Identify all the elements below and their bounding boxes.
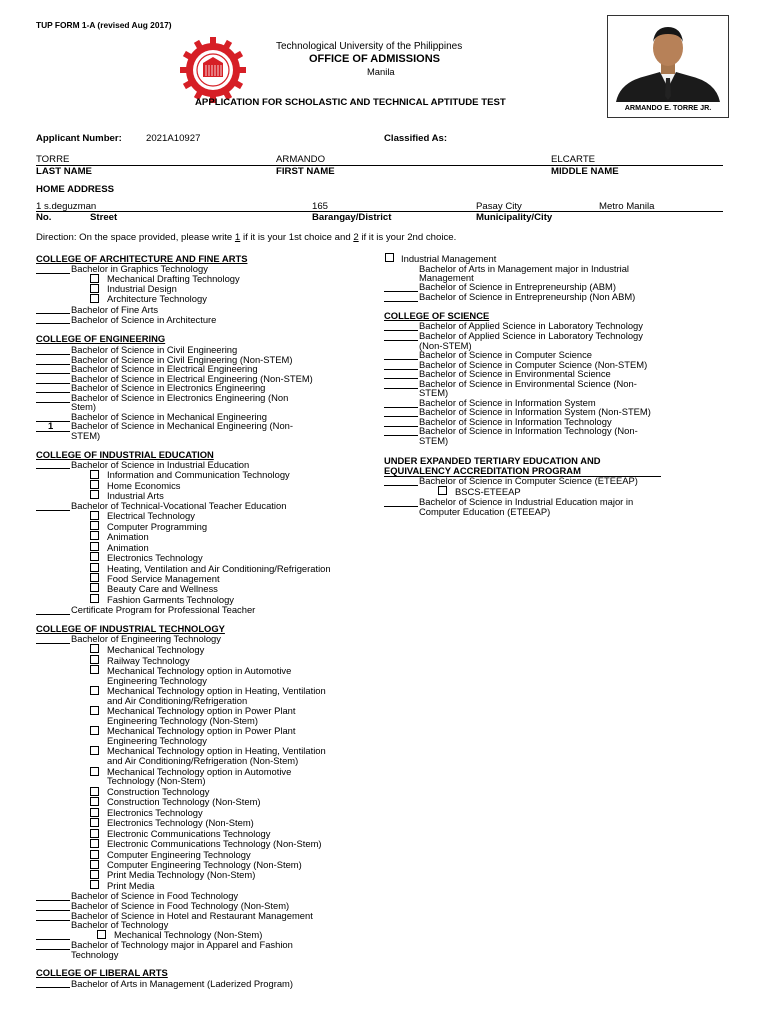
program-item-continued: Technology [71, 949, 119, 960]
program-item: Industrial Arts [107, 490, 164, 501]
applicant-photo [607, 15, 729, 118]
program-item-continued: Engineering Technology [107, 675, 207, 686]
program-checkbox[interactable] [90, 787, 99, 796]
program-item: Industrial Design [107, 283, 177, 294]
program-checkbox[interactable] [90, 644, 99, 653]
program-checkbox[interactable] [90, 594, 99, 603]
choice-blank[interactable] [36, 939, 70, 940]
address-no-label: No. [36, 212, 52, 223]
program-checkbox[interactable] [90, 665, 99, 674]
program-checkbox[interactable] [90, 542, 99, 551]
choice-blank[interactable] [384, 485, 418, 486]
program-item: Bachelor of Science in Industrial Education major in [419, 496, 634, 507]
program-item: Bachelor of Science in Architecture [71, 314, 217, 325]
program-checkbox[interactable] [90, 839, 99, 848]
program-checkbox[interactable] [90, 294, 99, 303]
choice-blank[interactable] [384, 359, 418, 360]
first-name-value: ARMANDO [276, 154, 326, 165]
choice-blank[interactable] [36, 354, 70, 355]
program-item: Print Media Technology (Non-Stem) [107, 869, 256, 880]
choice-blank[interactable] [36, 273, 70, 274]
program-item-continued: STEM) [71, 430, 101, 441]
applicant-number-label: Applicant Number: [36, 133, 122, 144]
program-item: Mechanical Drafting Technology [107, 273, 240, 284]
choice-blank[interactable] [36, 323, 70, 324]
program-checkbox[interactable] [90, 274, 99, 283]
program-item: Electronics Technology (Non-Stem) [107, 817, 254, 828]
home-address-heading: HOME ADDRESS [36, 184, 115, 195]
program-item: Mechanical Technology (Non-Stem) [114, 929, 263, 940]
choice-blank[interactable] [36, 920, 70, 921]
program-checkbox[interactable] [90, 470, 99, 479]
program-item: Bachelor of Science in Computer Science [419, 349, 593, 360]
program-item: Industrial Management [401, 253, 497, 264]
direction-one: 1 [234, 232, 241, 243]
program-item: Construction Technology [107, 786, 210, 797]
program-item: Bachelor of Science in Information Technology [419, 416, 612, 427]
choice-blank[interactable] [384, 435, 418, 436]
program-item: Home Economics [107, 480, 181, 491]
program-item: Computer Programming [107, 521, 208, 532]
program-item: Computer Engineering Technology [107, 849, 251, 860]
program-item: Bachelor of Science in Entrepreneurship (Non ABM) [419, 291, 636, 302]
choice-value: 1 [48, 420, 54, 431]
program-item: Animation [107, 542, 149, 553]
coe-heading: COLLEGE OF ENGINEERING [36, 333, 166, 344]
program-checkbox[interactable] [385, 253, 394, 262]
program-item: Bachelor of Science in Information Technology (Non- [419, 425, 638, 436]
program-item: Computer Engineering Technology (Non-Stem) [107, 859, 302, 870]
program-item: Animation [107, 531, 149, 542]
program-checkbox[interactable] [90, 797, 99, 806]
form-title: APPLICATION FOR SCHOLASTIC AND TECHNICAL APTITUDE TEST [195, 97, 506, 108]
choice-blank[interactable] [36, 910, 70, 911]
program-item: Fashion Garments Technology [107, 594, 234, 605]
choice-blank[interactable] [384, 388, 418, 389]
program-item: BSCS-ETEEAP [455, 486, 521, 497]
direction-text [36, 233, 456, 243]
program-item: Bachelor of Technology [71, 919, 169, 930]
address-street-label: Street [90, 212, 118, 223]
program-checkbox[interactable] [90, 655, 99, 664]
program-item: Mechanical Technology option in Automotive [107, 766, 292, 777]
program-checkbox[interactable] [90, 490, 99, 499]
program-item: Bachelor of Science in Electronics Engineering (Non [71, 392, 289, 403]
program-item: Bachelor of Arts in Management major in Industrial [419, 263, 629, 274]
program-item-continued: Technology (Non-Stem) [107, 775, 206, 786]
program-item-continued: Computer Education (ETEEAP) [419, 506, 551, 517]
program-item: Bachelor of Science in Hotel and Restaurant Management [71, 910, 313, 921]
address-barangay-value: 165 [312, 201, 329, 212]
program-item: Bachelor of Applied Science in Laboratory Technology [419, 320, 643, 331]
program-checkbox[interactable] [90, 746, 99, 755]
program-item: Bachelor of Science in Environmental Science [419, 368, 611, 379]
office-title: OFFICE OF ADMISSIONS [309, 53, 440, 65]
eteeap-heading-line2: EQUIVALENCY ACCREDITATION PROGRAM [384, 465, 581, 476]
program-item: Architecture Technology [107, 293, 207, 304]
program-item: Bachelor of Fine Arts [71, 304, 159, 315]
program-item: Bachelor of Science in Civil Engineering (Non-STEM) [71, 354, 293, 365]
choice-blank[interactable] [36, 510, 70, 511]
program-item: Bachelor of Arts in Management (Laderized Program) [71, 978, 293, 989]
last-name-value: TORRE [36, 154, 70, 165]
choice-blank[interactable] [36, 987, 70, 988]
program-item: Electrical Technology [107, 510, 195, 521]
address-no-value: 1 s.deguzman [36, 201, 97, 212]
program-item: Bachelor of Science in Computer Science (Non-STEM) [419, 359, 648, 370]
program-checkbox[interactable] [90, 686, 99, 695]
program-item: Information and Communication Technology [107, 469, 290, 480]
direction-post: if it is your 2nd choice. [361, 232, 457, 243]
last-name-label: LAST NAME [36, 166, 92, 177]
university-seal-logo [180, 37, 246, 103]
address-province-value: Metro Manila [599, 201, 655, 212]
program-item: Bachelor of Science in Electrical Engineering [71, 363, 258, 374]
program-checkbox[interactable] [90, 818, 99, 827]
program-item: Bachelor of Science in Food Technology [71, 890, 239, 901]
form-code: TUP FORM 1-A (revised Aug 2017) [36, 20, 172, 30]
program-item: Electronic Communications Technology [107, 828, 271, 839]
choice-blank[interactable] [36, 392, 70, 393]
program-item: Electronics Technology [107, 807, 203, 818]
program-checkbox[interactable] [90, 706, 99, 715]
choice-blank[interactable] [36, 900, 70, 901]
program-item: Bachelor of Science in Information System [419, 397, 596, 408]
program-checkbox[interactable] [90, 808, 99, 817]
program-checkbox[interactable] [90, 860, 99, 869]
program-item: Beauty Care and Wellness [107, 583, 218, 594]
program-item: Bachelor of Science in Entrepreneurship (ABM) [419, 281, 616, 292]
choice-blank[interactable] [36, 383, 70, 384]
program-item: Bachelor of Applied Science in Laboratory Technology [419, 330, 643, 341]
choice-blank[interactable] [36, 431, 70, 432]
choice-blank[interactable] [36, 949, 70, 950]
program-item: Mechanical Technology option in Heating, Ventilation [107, 685, 326, 696]
city-label: Manila [367, 66, 395, 77]
choice-blank[interactable] [384, 506, 418, 507]
program-item: Electronics Technology [107, 552, 203, 563]
middle-name-value: ELCARTE [551, 154, 596, 165]
program-checkbox[interactable] [90, 480, 99, 489]
choice-blank[interactable] [36, 364, 70, 365]
program-checkbox[interactable] [90, 726, 99, 735]
cla-heading: COLLEGE OF LIBERAL ARTS [36, 967, 168, 978]
program-checkbox[interactable] [90, 531, 99, 540]
applicant-number: 2021A10927 [146, 133, 201, 144]
program-item-continued: Management [419, 272, 474, 283]
program-item: Mechanical Technology option in Heating, Ventilation [107, 745, 326, 756]
program-checkbox[interactable] [97, 930, 106, 939]
eteeap-heading-line1: UNDER EXPANDED TERTIARY EDUCATION AND [384, 455, 601, 466]
program-item: Mechanical Technology option in Power Plant [107, 705, 296, 716]
cit-heading: COLLEGE OF INDUSTRIAL TECHNOLOGY [36, 623, 225, 634]
program-item: Bachelor of Science in Environmental Science (Non- [419, 378, 637, 389]
direction-pre: Direction: On the space provided, please write [36, 232, 233, 243]
program-checkbox[interactable] [90, 767, 99, 776]
program-item: Certificate Program for Professional Teacher [71, 604, 256, 615]
program-item: Bachelor of Technical-Vocational Teacher Education [71, 500, 287, 511]
choice-blank[interactable] [36, 373, 70, 374]
address-municipality-label: Municipality/City [476, 212, 553, 223]
choice-blank[interactable] [384, 426, 418, 427]
program-item: Bachelor in Graphics Technology [71, 263, 208, 274]
program-item: Mechanical Technology option in Automotive [107, 665, 292, 676]
cos-heading: COLLEGE OF SCIENCE [384, 310, 490, 321]
choice-blank[interactable] [384, 369, 418, 370]
program-item: Bachelor of Science in Food Technology (Non-Stem) [71, 900, 290, 911]
university-name: Technological University of the Philippines [276, 41, 463, 52]
program-item: Bachelor of Science in Computer Science (ETEEAP) [419, 475, 638, 486]
program-checkbox[interactable] [90, 573, 99, 582]
middle-name-label: MIDDLE NAME [551, 166, 619, 177]
choice-blank[interactable] [36, 643, 70, 644]
program-item-continued: STEM) [419, 387, 449, 398]
program-checkbox[interactable] [90, 563, 99, 572]
program-item-continued: STEM) [419, 435, 449, 446]
caf-heading: COLLEGE OF ARCHITECTURE AND FINE ARTS [36, 253, 248, 264]
program-item: Bachelor of Technology major in Apparel and Fashion [71, 939, 293, 950]
program-item-continued: Engineering Technology [107, 735, 207, 746]
applicant-portrait-image [608, 16, 728, 102]
program-item: Mechanical Technology [107, 644, 205, 655]
program-item: Mechanical Technology option in Power Plant [107, 725, 296, 736]
first-name-label: FIRST NAME [276, 166, 335, 177]
program-checkbox[interactable] [90, 552, 99, 561]
choice-blank[interactable] [384, 407, 418, 408]
choice-blank[interactable] [36, 614, 70, 615]
program-item-continued: and Air Conditioning/Refrigeration (Non-Stem) [107, 755, 299, 766]
program-checkbox[interactable] [438, 486, 447, 495]
direction-two: 2 [353, 232, 359, 243]
program-checkbox[interactable] [90, 511, 99, 520]
choice-blank[interactable] [36, 402, 70, 403]
choice-blank[interactable] [384, 416, 418, 417]
program-item-continued: Engineering Technology (Non-Stem) [107, 715, 258, 726]
address-barangay-label: Barangay/District [312, 212, 392, 223]
program-item: Railway Technology [107, 655, 190, 666]
cie-heading: COLLEGE OF INDUSTRIAL EDUCATION [36, 449, 214, 460]
choice-blank[interactable] [36, 468, 70, 469]
program-item-continued: (Non-STEM) [419, 340, 472, 351]
program-item: Bachelor of Science in Mechanical Engineering [71, 411, 267, 422]
program-item: Bachelor of Science in Electrical Engineering (Non-STEM) [71, 373, 313, 384]
program-item: Bachelor of Science in Information System (Non-STEM) [419, 406, 651, 417]
program-checkbox[interactable] [90, 829, 99, 838]
program-item: Bachelor of Science in Civil Engineering [71, 344, 238, 355]
program-item: Bachelor of Science in Industrial Education [71, 459, 250, 470]
program-item: Heating, Ventilation and Air Conditioning/Refrigeration [107, 563, 331, 574]
program-item: Bachelor of Science in Electronics Engineering [71, 382, 266, 393]
program-item: Food Service Management [107, 573, 220, 584]
choice-blank[interactable] [384, 301, 418, 302]
choice-blank[interactable] [384, 378, 418, 379]
program-item: Electronic Communications Technology (Non-Stem) [107, 838, 322, 849]
program-checkbox[interactable] [90, 284, 99, 293]
choice-blank[interactable] [384, 291, 418, 292]
program-checkbox[interactable] [90, 583, 99, 592]
address-municipality-value: Pasay City [476, 201, 522, 212]
choice-blank[interactable] [384, 330, 418, 331]
program-item: Construction Technology (Non-Stem) [107, 796, 261, 807]
program-checkbox[interactable] [90, 870, 99, 879]
name-line [36, 165, 723, 166]
classified-as-label: Classified As: [384, 133, 448, 144]
program-item: Print Media [107, 880, 155, 891]
program-item: Bachelor of Science in Mechanical Engineering (Non- [71, 420, 293, 431]
choice-blank[interactable] [36, 313, 70, 314]
program-item-continued: and Air Conditioning/Refrigeration [107, 695, 248, 706]
program-item: Bachelor of Engineering Technology [71, 633, 221, 644]
choice-blank[interactable] [384, 340, 418, 341]
program-checkbox[interactable] [90, 880, 99, 889]
direction-mid: if it is your 1st choice and [242, 232, 351, 243]
program-checkbox[interactable] [90, 521, 99, 530]
program-checkbox[interactable] [90, 850, 99, 859]
program-item-continued: Stem) [71, 401, 97, 412]
photo-caption: ARMANDO E. TORRE JR. [624, 103, 712, 112]
